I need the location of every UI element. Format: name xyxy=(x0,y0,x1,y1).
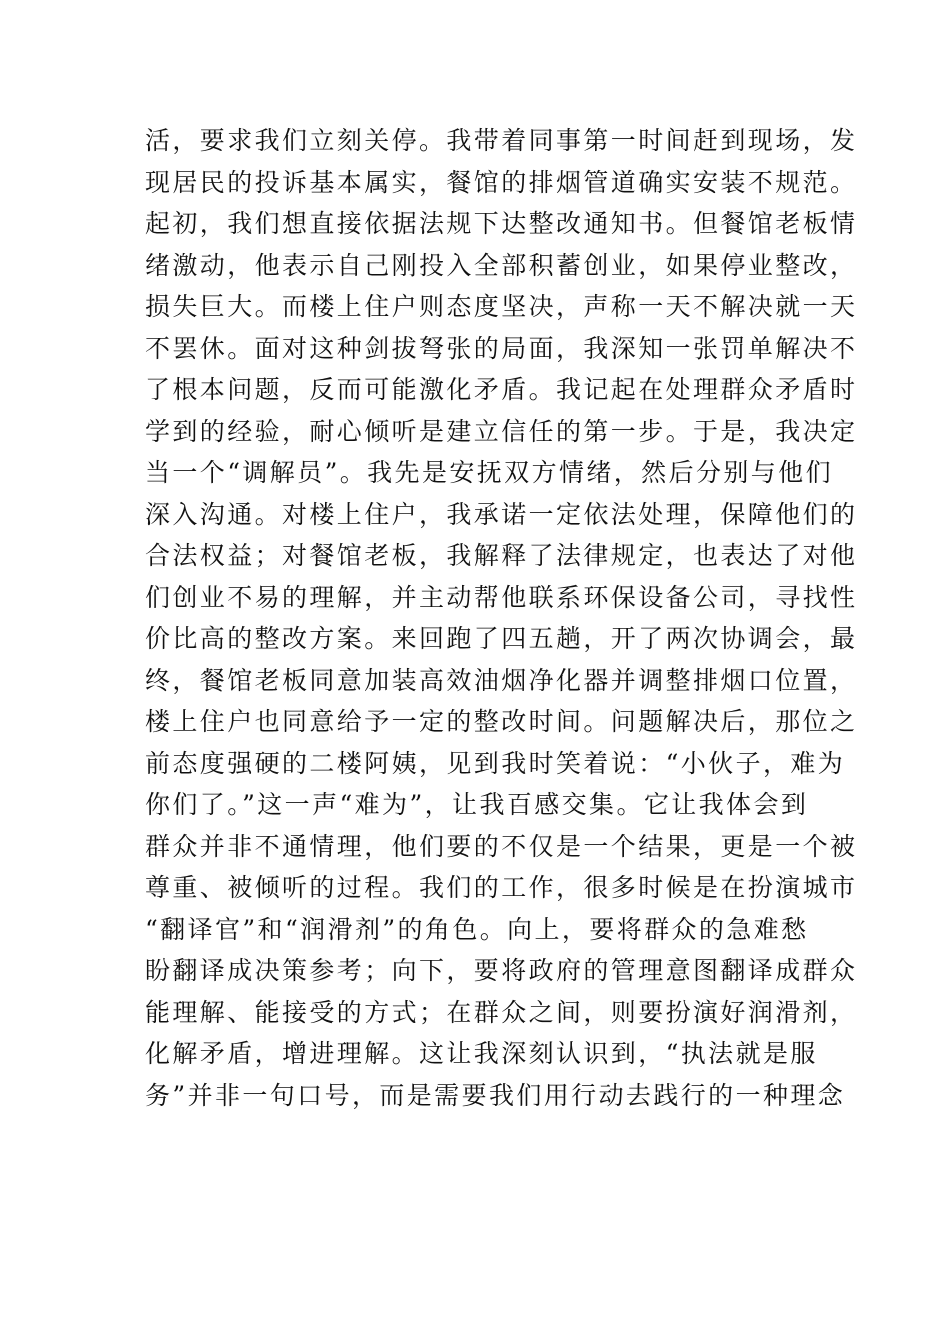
text-line: 尊重、被倾听的过程。我们的工作，很多时候是在扮演城市 xyxy=(145,873,858,902)
text-line: 活，要求我们立刻关停。我带着同事第一时间赶到现场，发 xyxy=(145,126,858,155)
text-line: 价比高的整改方案。来回跑了四五趟，开了两次协调会，最 xyxy=(145,624,858,653)
text-line: 现居民的投诉基本属实，餐馆的排烟管道确实安装不规范。 xyxy=(145,167,858,197)
text-line: 合法权益；对餐馆老板，我解释了法律规定，也表达了对他 xyxy=(145,541,858,570)
text-line: 前态度强硬的二楼阿姨，见到我时笑着说：“小伙子，难为 xyxy=(145,748,846,778)
body-text xyxy=(145,120,858,1116)
text-line: 终，餐馆老板同意加装高效油烟净化器并调整排烟口位置， xyxy=(145,665,858,695)
text-line: 盼翻译成决策参考；向下，要将政府的管理意图翻译成群众 xyxy=(145,956,858,985)
text-line: 绪激动，他表示自己刚投入全部积蓄创业，如果停业整改， xyxy=(145,250,858,280)
text-line: 了根本问题，反而可能激化矛盾。我记起在处理群众矛盾时 xyxy=(145,375,858,404)
text-line: 学到的经验，耐心倾听是建立信任的第一步。于是，我决定 xyxy=(145,416,858,446)
text-line: 不罢休。面对这种剑拔弩张的局面，我深知一张罚单解决不 xyxy=(145,333,858,363)
text-line: 们创业不易的理解，并主动帮他联系环保设备公司，寻找性 xyxy=(145,582,858,612)
text-line: 损失巨大。而楼上住户则态度坚决，声称一天不解决就一天 xyxy=(145,292,858,321)
text-line: 群众并非不通情理，他们要的不仅是一个结果，更是一个被 xyxy=(145,831,858,861)
text-line: 你们了。”这一声“难为”，让我百感交集。它让我体会到 xyxy=(145,790,809,819)
text-line: 楼上住户也同意给予一定的整改时间。问题解决后，那位之 xyxy=(145,707,858,736)
text-line: 能理解、能接受的方式；在群众之间，则要扮演好润滑剂， xyxy=(145,997,858,1027)
text-line: 务”并非一句口号，而是需要我们用行动去践行的一种理念 xyxy=(145,1080,846,1110)
text-line: “翻译官”和“润滑剂”的角色。向上，要将群众的急难愁 xyxy=(145,914,809,944)
text-line: 深入沟通。对楼上住户，我承诺一定依法处理，保障他们的 xyxy=(145,499,858,529)
text-line: 起初，我们想直接依据法规下达整改通知书。但餐馆老板情 xyxy=(145,209,858,238)
text-line: 化解矛盾，增进理解。这让我深刻认识到，“执法就是服 xyxy=(145,1039,818,1068)
text-line: 当一个“调解员”。我先是安抚双方情绪，然后分别与他们 xyxy=(145,458,833,487)
